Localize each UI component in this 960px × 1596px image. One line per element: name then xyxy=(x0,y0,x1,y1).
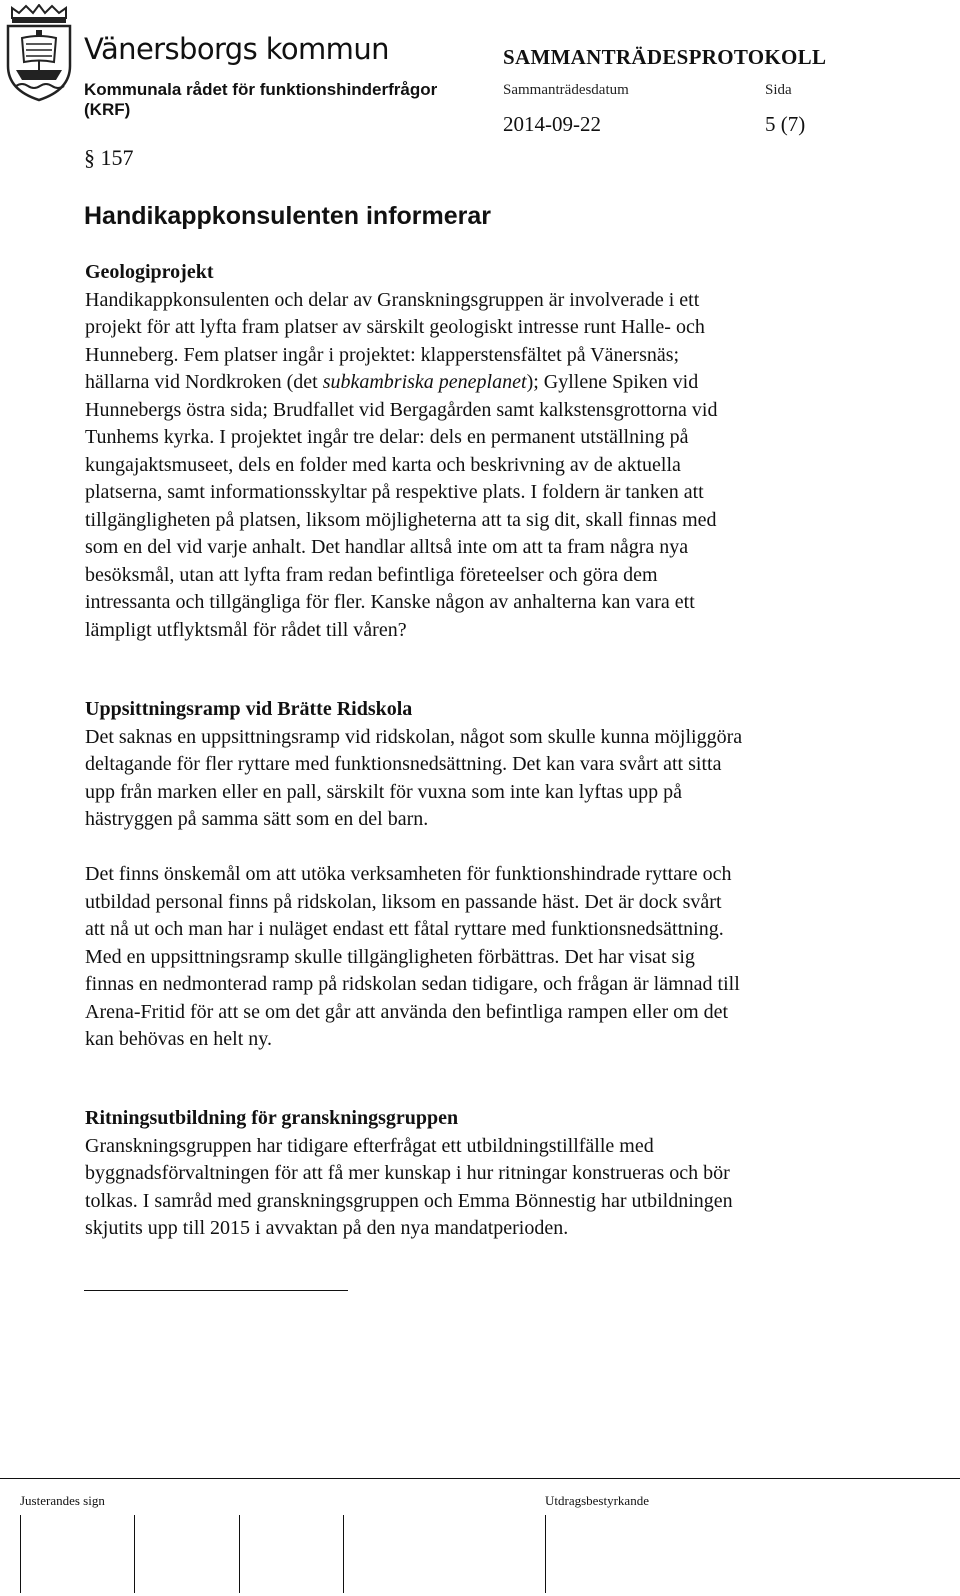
council-name: Kommunala rådet för funktionshinderfrågor xyxy=(84,80,438,99)
organization-name: Vänersborgs kommun xyxy=(84,32,389,66)
page-label: Sida xyxy=(765,82,792,98)
paragraph-text: ); Gyllene Spiken vid Hunnebergs östra sida; Brudfallet vid Bergagården samt kalkstensgrottorna vid Tunhems kyrka. I projektet ingår tre delar: dels en permanent utställning på kungajaktsmuseet, dels en folder med karta och beskrivning av de aktuella platserna, samt informationsskyltar på respektive plats. I foldern är tanken att tillgängligheten på platsen, liksom möjligheterna att ta sig dit, skall finnas med som en del vid varje anhalt. Det handlar alltså inte om att ta fram några nya besöksmål, utan att lyfta fram redan befintliga företeelser och göra dem intressanta och tillgängliga för fler. Kanske någon av anhalterna kan vara ett lämpligt utflyktsmål för rådet till våren? xyxy=(85,371,718,641)
paragraph-number: § 157 xyxy=(84,145,134,170)
section-geology-project xyxy=(85,259,885,644)
adjuster-signature-label: Justerandes sign xyxy=(20,1493,105,1508)
ship-coat-of-arms-icon xyxy=(2,4,76,102)
municipality-logo xyxy=(2,4,76,102)
section-title: Uppsittningsramp vid Brätte Ridskola xyxy=(85,698,413,720)
signature-box-divider xyxy=(545,1515,546,1593)
section-paragraph: Det finns önskemål om att utöka verksamheten för funktionshindrade ryttare och utbildad personal finns på ridskolan, liksom en passande häst. Det är dock svårt att nå ut och man har i nuläget endast ett fåtal ryttare med funktionsnedsättning. Med en uppsittningsramp skulle tillgängligheten förbättras. Det har visat sig finnas en nedmonterad ramp på ridskolan sedan tidigare, och frågan är lämnad till Arena-Fritid för att se om det går att använda den befintliga rampen eller om det kan behövas en helt ny. xyxy=(85,863,740,1050)
signature-box-divider xyxy=(343,1515,344,1593)
section-end-rule xyxy=(84,1290,348,1291)
section-mounting-ramp xyxy=(85,696,885,1054)
footer-divider xyxy=(0,1478,960,1479)
meeting-date: 2014-09-22 xyxy=(503,112,601,136)
council-abbreviation: (KRF) xyxy=(84,100,131,119)
document-type: SAMMANTRÄDESPROTOKOLL xyxy=(503,45,827,69)
signature-box-divider xyxy=(239,1515,240,1593)
paragraph-text: Handikappkonsulenten och delar av Granskningsgruppen är involverade i ett projekt för att lyfta fram platser av särskilt geologiskt intresse runt Halle- och Hunneberg. Fem platser ingår i projektet: klapperstensfältet på Vänersnäs; hällarna vid Nordkroken (det xyxy=(85,288,705,393)
meeting-date-label: Sammanträdesdatum xyxy=(503,82,629,98)
section-paragraph: Det saknas en uppsittningsramp vid ridskolan, något som skulle kunna möjliggöra deltagande för fler ryttare med funktionsnedsättning. Det kan vara svårt att sitta upp från marken eller en pall, särskilt för vuxna som inte kan lyftas upp på hästryggen på samma sätt som en del barn. xyxy=(85,725,743,830)
page-number: 5 (7) xyxy=(765,112,806,136)
section-title: Geologiprojekt xyxy=(85,261,214,283)
section-drawing-training xyxy=(85,1105,885,1243)
signature-box-divider xyxy=(20,1515,21,1593)
extract-certification-label: Utdragsbestyrkande xyxy=(545,1493,649,1508)
section-paragraph: Granskningsgruppen har tidigare efterfrågat ett utbildningstillfälle med byggnadsförvaltningen för att få mer kunskap i hur ritningar konstrueras och bör tolkas. I samråd med granskningsgruppen och Emma Bönnestig har utbildningen skjutits upp till 2015 i avvaktan på den nya mandatperioden. xyxy=(85,1134,733,1239)
section-paragraph xyxy=(85,287,885,645)
italic-term: subkambriska peneplanet xyxy=(322,371,527,393)
signature-box-divider xyxy=(134,1515,135,1593)
page-title: Handikappkonsulenten informerar xyxy=(84,202,492,230)
section-title: Ritningsutbildning för granskningsgruppen xyxy=(85,1107,459,1129)
